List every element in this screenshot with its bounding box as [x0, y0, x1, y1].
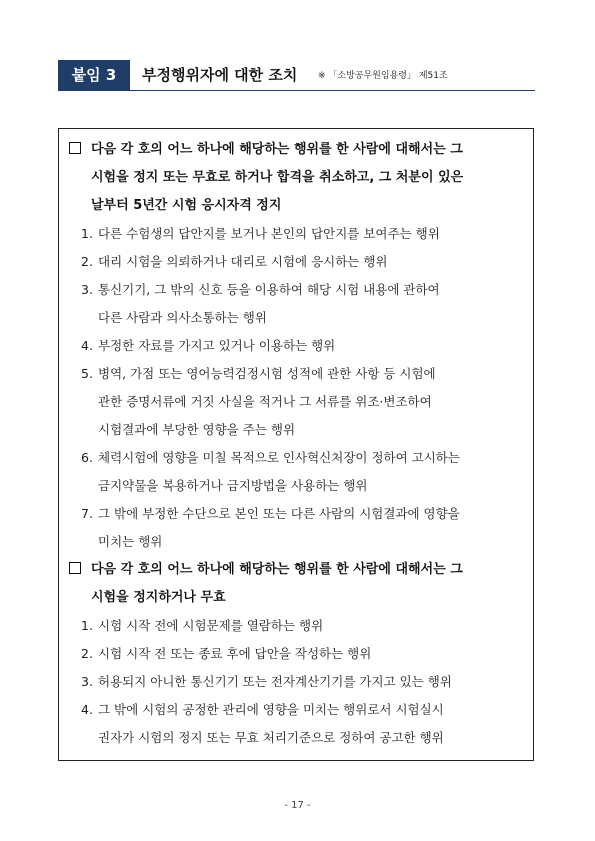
- item-number: 3.: [81, 674, 93, 689]
- item-number: 3.: [81, 282, 93, 297]
- item-text: 허용되지 아니한 통신기기 또는 전자계산기기를 가지고 있는 행위: [98, 674, 452, 689]
- page-number: - 17 -: [284, 800, 311, 811]
- item-text: 통신기기, 그 밖의 신호 등을 이용하여 해당 시험 내용에 관하여: [98, 282, 440, 297]
- checkbox-icon: [69, 142, 81, 154]
- list-item: [81, 248, 460, 276]
- list-item: [81, 276, 460, 332]
- item-text-continued: 권자가 시험의 정지 또는 무효 처리기준으로 정하여 공고한 행위: [98, 730, 444, 745]
- item-number: 5.: [81, 366, 93, 381]
- list-item: [81, 360, 460, 444]
- list-item: [81, 696, 452, 752]
- section-2-list: [81, 612, 452, 752]
- item-text: 체력시험에 영향을 미칠 목적으로 인사혁신처장이 정하여 고시하는: [98, 450, 460, 465]
- list-item: [81, 220, 460, 248]
- item-number: 6.: [81, 450, 93, 465]
- item-text-continued: 관한 증명서류에 거짓 사실을 적거나 그 서류를 위조·변조하여: [98, 394, 432, 409]
- item-number: 1.: [81, 226, 93, 241]
- section-2-heading: [67, 556, 463, 612]
- item-text: 대리 시험을 의뢰하거나 대리로 시험에 응시하는 행위: [98, 254, 388, 269]
- item-number: 4.: [81, 702, 93, 717]
- section-2-heading-text-2: 시험을 정지하거나 무효: [91, 590, 226, 605]
- item-text-continued: 미치는 행위: [98, 534, 163, 549]
- header-underline: [130, 90, 535, 91]
- item-text: 다른 수험생의 답안지를 보거나 본인의 답안지를 보여주는 행위: [98, 226, 440, 241]
- item-text: 그 밖에 시험의 공정한 관리에 영향을 미치는 행위로서 시험실시: [98, 702, 444, 717]
- attachment-badge: 붙임 3: [58, 60, 130, 91]
- section-2-heading-text-1: 다음 각 호의 어느 하나에 해당하는 행위를 한 사람에 대해서는 그: [91, 562, 463, 577]
- item-text: 병역, 가점 또는 영어능력검정시험 성적에 관한 사항 등 시험에: [98, 366, 436, 381]
- item-text: 그 밖에 부정한 수단으로 본인 또는 다른 사람의 시험결과에 영향을: [98, 506, 460, 521]
- item-text: 부정한 자료를 가지고 있거나 이용하는 행위: [98, 338, 336, 353]
- checkbox-icon: [69, 562, 81, 574]
- page-header: [58, 60, 535, 92]
- item-number: 2.: [81, 646, 93, 661]
- section-1-list: [81, 220, 460, 556]
- item-text: 시험 시작 전에 시험문제를 열람하는 행위: [98, 618, 324, 633]
- item-number: 4.: [81, 338, 93, 353]
- section-1-heading-line-1: [67, 136, 463, 164]
- section-1-heading-text-1: 다음 각 호의 어느 하나에 해당하는 행위를 한 사람에 대해서는 그: [91, 142, 463, 157]
- section-1-heading-text-3: 날부터 5년간 시험 응시자격 정지: [91, 198, 282, 213]
- item-text-continued: 금지약물을 복용하거나 금지방법을 사용하는 행위: [98, 478, 368, 493]
- section-1-heading-text-2: 시험을 정지 또는 무효로 하거나 합격을 취소하고, 그 처분이 있은: [91, 170, 464, 185]
- item-number: 2.: [81, 254, 93, 269]
- section-2-heading-line-1: [67, 556, 463, 584]
- item-text-continued: 시험결과에 부당한 영향을 주는 행위: [98, 422, 296, 437]
- list-item: [81, 444, 460, 500]
- list-item: [81, 500, 460, 556]
- list-item: [81, 332, 460, 360]
- legal-reference-note: ※ 「소방공무원임용령」 제51조: [318, 71, 448, 81]
- page-title: 부정행위자에 대한 조치: [142, 66, 298, 84]
- list-item: [81, 668, 452, 696]
- item-text: 시험 시작 전 또는 종료 후에 답안을 작성하는 행위: [98, 646, 372, 661]
- list-item: [81, 612, 452, 640]
- item-number: 7.: [81, 506, 93, 521]
- content-box: [58, 128, 534, 761]
- list-item: [81, 640, 452, 668]
- item-text-continued: 다른 사람과 의사소통하는 행위: [98, 310, 267, 325]
- section-1-heading: [67, 136, 463, 220]
- item-number: 1.: [81, 618, 93, 633]
